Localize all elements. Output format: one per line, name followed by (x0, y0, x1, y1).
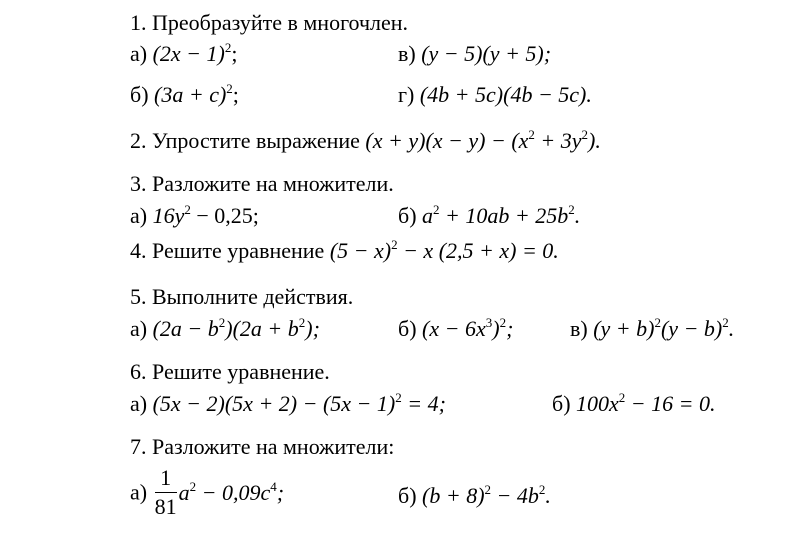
task-6b-expr (576, 391, 715, 416)
task-7a-power-1: 2 (189, 478, 197, 494)
task-3b-power-2: 2 (568, 202, 575, 217)
task-5a-label: а) (130, 316, 148, 341)
task-2-expr-a: (x + y)(x − y) − (x (365, 128, 529, 153)
task-1b-label: б) (130, 82, 149, 107)
task-5a-expr (153, 316, 320, 341)
task-3a (130, 202, 259, 228)
task-5v-power-1: 2 (654, 315, 661, 330)
task-1v (398, 43, 551, 65)
task-4-expr (330, 238, 559, 263)
task-6a-expr (153, 391, 446, 416)
task-7b-label: б) (398, 483, 417, 508)
task-5a (130, 315, 320, 341)
task-7a-denominator: 81 (154, 494, 177, 520)
task-6-title: 6. Решите уравнение. (130, 359, 330, 384)
task-1a-semicolon: ; (231, 41, 238, 66)
task-1b-power: 2 (226, 81, 233, 96)
task-2-power-1: 2 (528, 127, 535, 142)
task-5v-power-2: 2 (722, 315, 729, 330)
task-7a-semicolon: ; (276, 479, 285, 505)
task-5-title: 5. Выполните действия. (130, 284, 354, 309)
task-1-title: 1. Преобразуйте в многочлен. (130, 10, 409, 35)
task-1b (130, 81, 239, 107)
task-5v (570, 315, 735, 341)
task-5v-label: в) (570, 316, 588, 341)
task-1a-expr: (2x − 1) (152, 41, 225, 66)
task-5b (398, 315, 514, 341)
task-6a-expr-a: (5x − 2)(5x + 2) − (5x − 1) (152, 391, 396, 416)
task-2-expr (365, 128, 600, 153)
task-3b-expr-mid: + 10ab + 25b (439, 203, 569, 228)
task-4 (130, 237, 559, 263)
task-7b-power-1: 2 (484, 482, 492, 497)
task-2-expr-b: + 3y (534, 128, 582, 153)
task-5a-expr-tail: ); (305, 316, 320, 341)
task-7a-expr-mid: − 0,09c (196, 479, 271, 505)
task-5b-expr (422, 316, 513, 341)
task-2 (130, 127, 601, 153)
task-7b (398, 482, 551, 508)
task-7b-expr-a: (b + 8) (422, 483, 485, 508)
task-2-expr-c: ). (588, 128, 601, 153)
task-3b-expr (422, 203, 580, 228)
task-7a-expr (179, 480, 284, 505)
task-1b-expr: (3a + c) (154, 82, 227, 107)
task-4-title: 4. Решите уравнение (130, 238, 325, 263)
task-5v-expr-mid: (y − b) (660, 316, 723, 341)
task-7b-expr (422, 483, 551, 508)
task-5b-expr-a: (x − 6x (422, 316, 486, 341)
task-6b-label: б) (552, 391, 571, 416)
task-3b-power-1: 2 (433, 202, 440, 217)
task-7b-expr-mid: − 4b (491, 483, 539, 508)
task-1v-label: в) (398, 41, 416, 66)
task-6b-expr-tail: − 16 = 0. (625, 391, 716, 416)
task-4-expr-a: (5 − x) (329, 238, 392, 263)
task-5b-semicolon: ; (506, 316, 514, 341)
task-5a-expr-mid: )(2a + b (225, 316, 299, 341)
task-3a-label: а) (130, 203, 148, 228)
task-7a-fraction (155, 466, 177, 519)
task-5a-expr-a: (2a − b (152, 316, 219, 341)
task-3a-expr: 16y (152, 203, 185, 228)
task-1a-power: 2 (224, 40, 232, 55)
task-7b-expr-tail: . (545, 483, 551, 508)
task-3b (398, 202, 581, 228)
task-3-title: 3. Разложите на множители. (130, 171, 394, 196)
task-5v-expr-tail: . (728, 316, 735, 341)
task-5b-power-3: 3 (485, 315, 493, 330)
task-1a (130, 40, 238, 66)
task-5v-expr (593, 316, 734, 341)
task-5a-power-1: 2 (218, 315, 226, 330)
task-5a-power-2: 2 (298, 315, 306, 330)
task-1g-label: г) (398, 82, 415, 107)
task-7a-numerator: 1 (155, 466, 177, 493)
task-6b (552, 390, 716, 416)
task-7-title: 7. Разложите на множители: (130, 434, 395, 459)
task-5b-label: б) (398, 316, 417, 341)
task-1a-label: а) (130, 41, 148, 66)
task-3b-expr-a: a (422, 203, 434, 228)
task-1g (398, 84, 592, 106)
task-1b-semicolon: ; (232, 82, 239, 107)
task-3a-power: 2 (184, 202, 191, 217)
task-1v-expr: (y − 5)(y + 5); (421, 41, 552, 66)
task-4-power: 2 (391, 237, 398, 252)
task-7a-power-2: 4 (270, 478, 277, 494)
task-6b-expr-a: 100x (576, 391, 619, 416)
task-4-expr-b: − x (2,5 + x) = 0. (397, 238, 559, 263)
task-7b-power-2: 2 (538, 482, 546, 497)
task-6a-label: а) (130, 391, 148, 416)
task-6a-power: 2 (395, 390, 402, 405)
task-3b-label: б) (398, 203, 417, 228)
task-6a (130, 390, 446, 416)
task-2-power-2: 2 (581, 127, 589, 142)
task-3a-tail: − 0,25; (190, 203, 259, 228)
task-5b-expr-close: ) (492, 316, 500, 341)
task-7a-expr-a: a (178, 479, 190, 505)
task-7a (130, 466, 284, 519)
task-7a-label: а) (130, 479, 148, 505)
task-1g-expr: (4b + 5c)(4b − 5c). (419, 82, 592, 107)
task-5b-power-2: 2 (499, 315, 507, 330)
task-5v-expr-a: (y + b) (593, 316, 655, 341)
task-6b-power: 2 (618, 390, 626, 405)
task-6a-expr-tail: = 4; (401, 391, 446, 416)
task-2-title: 2. Упростите выражение (130, 128, 360, 153)
task-3b-expr-tail: . (574, 203, 581, 228)
